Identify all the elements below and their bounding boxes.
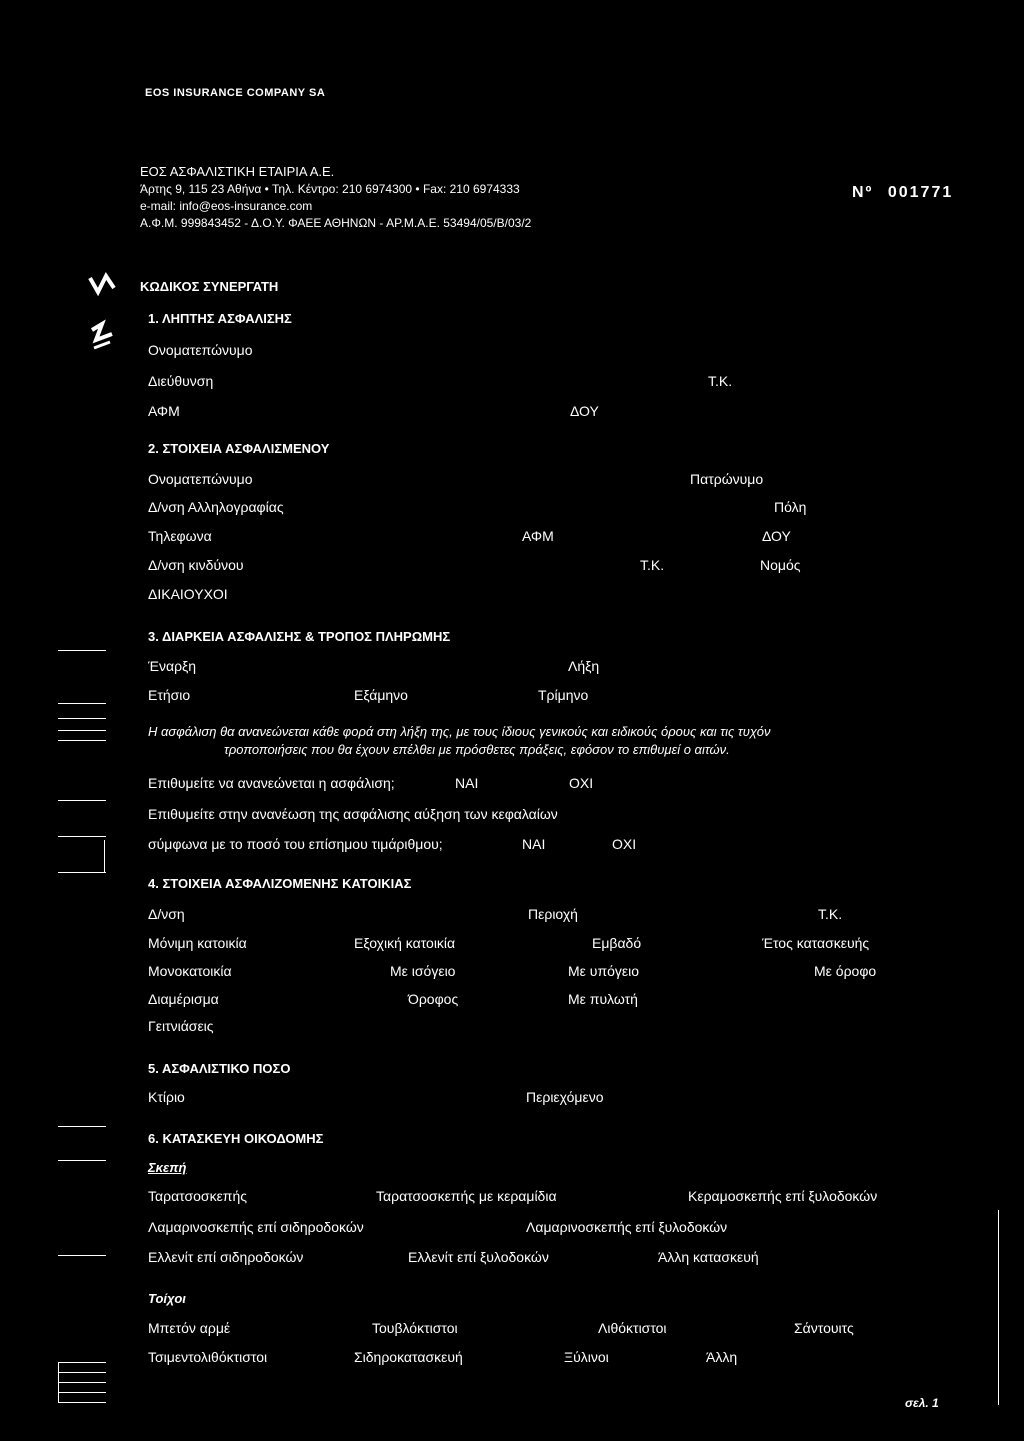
apartment-option[interactable]: Διαμέρισμα — [148, 991, 219, 1007]
section1-title: 1. ΛΗΠΤΗΣ ΑΣΦΑΛΙΣΗΣ — [148, 311, 292, 326]
increase-no-option[interactable]: ΟΧΙ — [612, 836, 637, 852]
margin-tick — [58, 650, 106, 651]
margin-line — [58, 1362, 59, 1402]
increase-question-line2: σύμφωνα με το ποσό του επίσημου τιμάριθμου; — [148, 836, 443, 852]
start-date-label: Έναρξη — [148, 658, 197, 674]
margin-tick — [58, 1255, 106, 1256]
form-number-value: 001771 — [887, 184, 954, 201]
insured-phones-label: Τηλεφωνα — [148, 528, 212, 544]
page-number: σελ. 1 — [905, 1396, 939, 1410]
margin-tick — [58, 1392, 106, 1393]
wall-option-steel[interactable]: Σιδηροκατασκευή — [354, 1349, 463, 1365]
insured-doy-label: ΔΟΥ — [762, 528, 791, 544]
roof-option-ellenit-steel[interactable]: Ελλενίτ επί σιδηροδοκών — [148, 1249, 304, 1265]
margin-tick — [58, 740, 106, 741]
wall-option-brick[interactable]: Τουβλόκτιστοι — [372, 1320, 458, 1336]
roof-heading: Σκεπή — [148, 1160, 187, 1175]
form-number — [852, 184, 953, 202]
detached-house-option[interactable]: Μονοκατοικία — [148, 963, 232, 979]
margin-tick — [58, 800, 106, 801]
margin-tick — [58, 872, 106, 873]
semiannual-option[interactable]: Εξάμηνο — [354, 687, 408, 703]
insured-name-label: Ονοματεπώνυμο — [148, 471, 253, 487]
margin-tick — [58, 703, 106, 704]
margin-line — [104, 840, 105, 872]
risk-address-label: Δ/νση κινδύνου — [148, 557, 244, 573]
roof-option-flat[interactable]: Ταρατσοσκεπής — [148, 1188, 247, 1204]
roof-option-tiles-wood[interactable]: Κεραμοσκεπής επί ξυλοδοκών — [688, 1188, 878, 1204]
insured-city-label: Πόλη — [774, 499, 807, 515]
walls-heading: Τοίχοι — [148, 1291, 186, 1306]
roof-option-sheet-steel[interactable]: Λαμαρινοσκεπής επί σιδηροδοκών — [148, 1219, 364, 1235]
form-number-label: Nº — [852, 184, 874, 201]
surface-label: Εμβαδό — [592, 935, 642, 951]
policyholder-address-label: Διεύθυνση — [148, 373, 214, 389]
upper-floor-option[interactable]: Με όροφο — [814, 963, 877, 979]
partner-code-label: ΚΩΔΙΚΟΣ ΣΥΝΕΡΓΑΤΗ — [140, 279, 279, 294]
renew-no-option[interactable]: ΟΧΙ — [569, 775, 594, 791]
section6-title: 6. ΚΑΤΑΣΚΕΥΗ ΟΙΚΟΔΟΜΗΣ — [148, 1131, 324, 1146]
beneficiaries-label: ΔΙΚΑΙΟΥΧΟΙ — [148, 586, 228, 602]
wall-option-cement-block[interactable]: Τσιμεντολιθόκτιστοι — [148, 1349, 268, 1365]
section5-title: 5. ΑΣΦΑΛΙΣΤΙΚΟ ΠΟΣΟ — [148, 1061, 291, 1076]
country-house-option[interactable]: Εξοχική κατοικία — [354, 935, 456, 951]
wall-option-stone[interactable]: Λιθόκτιστοι — [598, 1320, 667, 1336]
margin-tick — [58, 1382, 106, 1383]
right-margin-line — [998, 1210, 999, 1405]
margin-tick — [58, 1402, 106, 1403]
margin-tick — [58, 1362, 106, 1363]
neighbours-label: Γειτνιάσεις — [148, 1018, 214, 1034]
increase-question-line1: Επιθυμείτε στην ανανέωση της ασφάλισης αύξηση των κεφαλαίων — [148, 806, 558, 822]
permanent-residence-option[interactable]: Μόνιμη κατοικία — [148, 935, 247, 951]
contents-amount-label: Περιεχόμενο — [526, 1089, 604, 1105]
wall-option-sandwich[interactable]: Σάντουιτς — [794, 1320, 854, 1336]
wall-option-wood[interactable]: Ξύλινοι — [564, 1349, 609, 1365]
company-address: Άρτης 9, 115 23 Αθήνα • Τηλ. Κέντρο: 210 6974300 • Fax: 210 6974333 — [140, 182, 520, 196]
ground-floor-option[interactable]: Με ισόγειο — [390, 963, 456, 979]
renew-question: Επιθυμείτε να ανανεώνεται η ασφάλιση; — [148, 775, 395, 791]
margin-tick — [58, 1372, 106, 1373]
company-name-greek: ΕΟΣ ΑΣΦΑΛΙΣΤΙΚΗ ΕΤΑΙΡΙΑ Α.Ε. — [140, 164, 335, 179]
policyholder-name-label: Ονοματεπώνυμο — [148, 342, 253, 358]
year-built-label: Έτος κατασκευής — [762, 935, 870, 951]
company-tax-info: Α.Φ.Μ. 999843452 - Δ.Ο.Υ. ΦΑΕΕ ΑΘΗΝΩΝ - ΑΡ.Μ.Α.Ε. 53494/05/Β/03/2 — [140, 216, 532, 230]
company-name-english: EOS INSURANCE COMPANY SA — [145, 87, 326, 99]
margin-tick — [58, 730, 106, 731]
handwritten-mark — [86, 268, 122, 368]
wall-option-other[interactable]: Άλλη — [706, 1349, 738, 1365]
roof-option-flat-tiles[interactable]: Ταρατσοσκεπής με κεραμίδια — [376, 1188, 557, 1204]
insured-father-name-label: Πατρώνυμο — [690, 471, 764, 487]
margin-tick — [58, 1160, 106, 1161]
prefecture-label: Νομός — [760, 557, 801, 573]
end-date-label: Λήξη — [568, 658, 600, 674]
pilotis-option[interactable]: Με πυλωτή — [568, 991, 638, 1007]
margin-tick — [58, 1126, 106, 1127]
policyholder-postcode-label: Τ.Κ. — [708, 373, 733, 389]
section3-title: 3. ΔΙΑΡΚΕΙΑ ΑΣΦΑΛΙΣΗΣ & ΤΡΟΠΟΣ ΠΛΗΡΩΜΗΣ — [148, 629, 451, 644]
floor-label: Όροφος — [408, 991, 459, 1007]
section2-title: 2. ΣΤΟΙΧΕΙΑ ΑΣΦΑΛΙΣΜΕΝΟΥ — [148, 441, 330, 456]
renewal-note-line2: τροποποιήσεις που θα έχουν επέλθει με πρόσθετες πράξεις, εφόσον το επιθυμεί ο αιτών. — [224, 742, 730, 757]
company-email: e-mail: info@eos-insurance.com — [140, 199, 313, 213]
annual-option[interactable]: Ετήσιο — [148, 687, 191, 703]
basement-option[interactable]: Με υπόγειο — [568, 963, 640, 979]
policyholder-doy-label: ΔΟΥ — [570, 403, 599, 419]
wall-option-concrete[interactable]: Μπετόν αρμέ — [148, 1320, 231, 1336]
section4-title: 4. ΣΤΟΙΧΕΙΑ ΑΣΦΑΛΙΖΟΜΕΝΗΣ ΚΑΤΟΙΚΙΑΣ — [148, 876, 412, 891]
margin-tick — [58, 718, 106, 719]
renewal-note-line1: Η ασφάλιση θα ανανεώνεται κάθε φορά στη λήξη της, με τους ίδιους γενικούς και ειδικούς όρους και τις τυχόν — [148, 724, 771, 739]
renew-yes-option[interactable]: ΝΑΙ — [455, 775, 479, 791]
property-address-label: Δ/νση — [148, 906, 185, 922]
property-postcode-label: Τ.Κ. — [818, 906, 843, 922]
insured-mail-address-label: Δ/νση Αλληλογραφίας — [148, 499, 284, 515]
property-area-label: Περιοχή — [528, 906, 578, 922]
quarterly-option[interactable]: Τρίμηνο — [538, 687, 589, 703]
building-amount-label: Κτίριο — [148, 1089, 185, 1105]
increase-yes-option[interactable]: ΝΑΙ — [522, 836, 546, 852]
margin-tick — [58, 836, 106, 837]
roof-option-sheet-wood[interactable]: Λαμαρινοσκεπής επί ξυλοδοκών — [526, 1219, 728, 1235]
risk-postcode-label: Τ.Κ. — [640, 557, 665, 573]
policyholder-afm-label: ΑΦΜ — [148, 403, 180, 419]
insured-afm-label: ΑΦΜ — [522, 528, 554, 544]
roof-option-other[interactable]: Άλλη κατασκευή — [658, 1249, 759, 1265]
roof-option-ellenit-wood[interactable]: Ελλενίτ επί ξυλοδοκών — [408, 1249, 549, 1265]
